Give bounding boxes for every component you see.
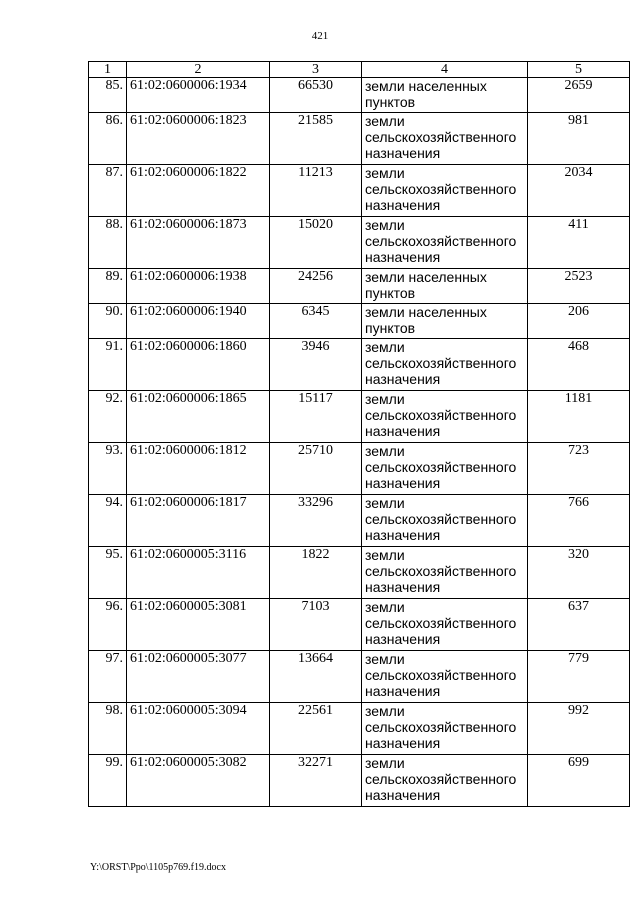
cadastral-number: 61:02:0600005:3082 [127, 755, 270, 807]
area-value: 13664 [270, 651, 362, 703]
area-value: 33296 [270, 495, 362, 547]
area-value: 6345 [270, 304, 362, 339]
cadastral-number: 61:02:0600006:1940 [127, 304, 270, 339]
value-cell: 2523 [528, 269, 630, 304]
row-number: 90. [89, 304, 127, 339]
land-category: земли сельскохозяйственного назначения [362, 547, 528, 599]
column-header-3: 3 [270, 62, 362, 78]
land-category: земли сельскохозяйственного назначения [362, 217, 528, 269]
table-row [89, 703, 630, 755]
table-row [89, 78, 630, 113]
row-number: 85. [89, 78, 127, 113]
area-value: 11213 [270, 165, 362, 217]
column-header-1: 1 [89, 62, 127, 78]
row-number: 95. [89, 547, 127, 599]
area-value: 15117 [270, 391, 362, 443]
row-number: 86. [89, 113, 127, 165]
land-category: земли населенных пунктов [362, 78, 528, 113]
row-number: 98. [89, 703, 127, 755]
value-cell: 1181 [528, 391, 630, 443]
cadastral-number: 61:02:0600006:1938 [127, 269, 270, 304]
row-number: 94. [89, 495, 127, 547]
area-value: 24256 [270, 269, 362, 304]
cadastral-number: 61:02:0600006:1934 [127, 78, 270, 113]
table-row [89, 391, 630, 443]
table-row [89, 165, 630, 217]
column-header-5: 5 [528, 62, 630, 78]
cadastral-number: 61:02:0600006:1817 [127, 495, 270, 547]
area-value: 15020 [270, 217, 362, 269]
cadastral-number: 61:02:0600005:3081 [127, 599, 270, 651]
value-cell: 699 [528, 755, 630, 807]
row-number: 93. [89, 443, 127, 495]
value-cell: 2659 [528, 78, 630, 113]
cadastral-number: 61:02:0600006:1823 [127, 113, 270, 165]
row-number: 97. [89, 651, 127, 703]
value-cell: 981 [528, 113, 630, 165]
table-row [89, 495, 630, 547]
column-header-4: 4 [362, 62, 528, 78]
value-cell: 723 [528, 443, 630, 495]
land-category: земли сельскохозяйственного назначения [362, 703, 528, 755]
area-value: 66530 [270, 78, 362, 113]
row-number: 89. [89, 269, 127, 304]
page-number: 421 [311, 30, 329, 42]
cadastral-number: 61:02:0600006:1860 [127, 339, 270, 391]
table-row [89, 304, 630, 339]
table-row [89, 339, 630, 391]
value-cell: 2034 [528, 165, 630, 217]
land-category: земли сельскохозяйственного назначения [362, 165, 528, 217]
footer-file-path: Y:\ORST\Ppo\1105p769.f19.docx [90, 862, 226, 873]
value-cell: 320 [528, 547, 630, 599]
value-cell: 411 [528, 217, 630, 269]
cadastral-number: 61:02:0600005:3116 [127, 547, 270, 599]
value-cell: 766 [528, 495, 630, 547]
value-cell: 637 [528, 599, 630, 651]
cadastral-number: 61:02:0600006:1873 [127, 217, 270, 269]
row-number: 87. [89, 165, 127, 217]
table-header-row [89, 62, 630, 78]
land-category: земли населенных пунктов [362, 269, 528, 304]
land-category: земли сельскохозяйственного назначения [362, 339, 528, 391]
column-header-2: 2 [127, 62, 270, 78]
land-category: земли сельскохозяйственного назначения [362, 755, 528, 807]
row-number: 96. [89, 599, 127, 651]
cadastral-number: 61:02:0600005:3094 [127, 703, 270, 755]
value-cell: 206 [528, 304, 630, 339]
land-category: земли сельскохозяйственного назначения [362, 651, 528, 703]
land-category: земли сельскохозяйственного назначения [362, 495, 528, 547]
cadastral-number: 61:02:0600006:1822 [127, 165, 270, 217]
row-number: 92. [89, 391, 127, 443]
row-number: 88. [89, 217, 127, 269]
area-value: 32271 [270, 755, 362, 807]
table-row [89, 755, 630, 807]
row-number: 91. [89, 339, 127, 391]
value-cell: 468 [528, 339, 630, 391]
land-category: земли сельскохозяйственного назначения [362, 391, 528, 443]
table-row [89, 599, 630, 651]
area-value: 7103 [270, 599, 362, 651]
land-category: земли сельскохозяйственного назначения [362, 443, 528, 495]
area-value: 3946 [270, 339, 362, 391]
row-number: 99. [89, 755, 127, 807]
area-value: 25710 [270, 443, 362, 495]
table-body [89, 78, 630, 807]
table-row [89, 113, 630, 165]
cadastral-number: 61:02:0600006:1865 [127, 391, 270, 443]
area-value: 1822 [270, 547, 362, 599]
area-value: 21585 [270, 113, 362, 165]
land-plots-table [88, 61, 630, 807]
table-row [89, 547, 630, 599]
land-category: земли населенных пунктов [362, 304, 528, 339]
area-value: 22561 [270, 703, 362, 755]
table-row [89, 217, 630, 269]
cadastral-number: 61:02:0600005:3077 [127, 651, 270, 703]
value-cell: 992 [528, 703, 630, 755]
table-row [89, 269, 630, 304]
land-category: земли сельскохозяйственного назначения [362, 599, 528, 651]
table-row [89, 651, 630, 703]
cadastral-number: 61:02:0600006:1812 [127, 443, 270, 495]
table-row [89, 443, 630, 495]
value-cell: 779 [528, 651, 630, 703]
land-category: земли сельскохозяйственного назначения [362, 113, 528, 165]
